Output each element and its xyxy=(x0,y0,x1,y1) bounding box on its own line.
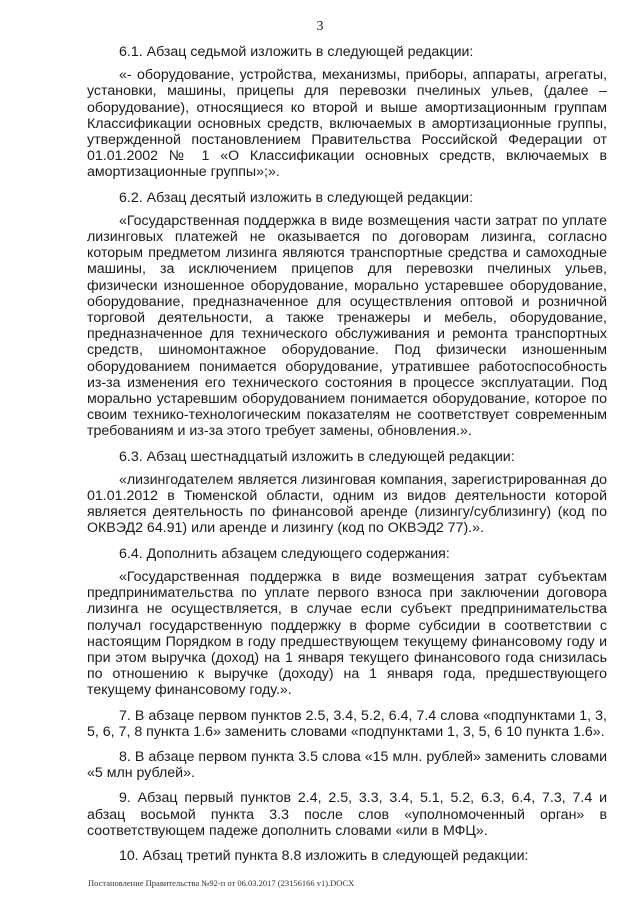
paragraph-6-3-text: «лизингодателем является лизинговая компания, зарегистрированная до 01.01.2012 в Тюменской области, одним из видов деятельности которой является деятельность по финансовой аренде (лизингу/сублизингу) (код по ОКВЭД2 64.91) или аренде и лизингу (код по ОКВЭД2 77).». xyxy=(87,471,607,537)
document-body xyxy=(87,44,607,873)
paragraph-item-7: 7. В абзаце первом пунктов 2.5, 3.4, 5.2, 6.4, 7.4 слова «подпунктами 1, 3, 5, 6, 7, 8 пункта 1.6» заменить словами «подпунктами 1, 3, 5, 6 10 пункта 1.6». xyxy=(87,707,607,740)
paragraph-6-2-text: «Государственная поддержка в виде возмещения части затрат по уплате лизинговых платежей не оказывается по договорам лизинга, согласно которым предметом лизинга являются транспортные средства и самоходные машины, за исключением прицепов для перевозки пчелиных ульев, физически изношенное оборудование, морально устаревшее оборудование, оборудование, предназначенное для осуществления оптовой и розничной торговой деятельности, а также тренажеры и мебель, оборудование, предназначенное для технического обслуживания и ремонта транспортных средств, шиномонтажное оборудование. Под физически изношенным оборудованием понимается оборудование, утратившее работоспособность из-за изменения его технического состояния в процессе эксплуатации. Под морально устаревшим оборудованием понимается оборудование, которое по своим технико-технологическим показателям не соответствует современным требованиям и из-за этого требует замены, обновления.». xyxy=(87,212,607,440)
paragraph-6-4-text: «Государственная поддержка в виде возмещения затрат субъектам предпринимательства по уплате первого взноса при заключении договора лизинга не осуществляется, в случае если субъект предпринимательства получал государственную поддержку в форме субсидии в соответствии с настоящим Порядком в году предшествующем текущему финансовому году и при этом выручка (доход) на 1 января текущего финансового года снизилась по отношению к выручке (доходу) на 1 января года, предшествующего текущему финансовому году.». xyxy=(87,568,607,699)
paragraph-item-8: 8. В абзаце первом пункта 3.5 слова «15 млн. рублей» заменить словами «5 млн рублей». xyxy=(87,748,607,782)
page-number: 3 xyxy=(316,19,324,34)
paragraph-item-10: 10. Абзац третий пункта 8.8 изложить в следующей редакции: xyxy=(119,847,529,864)
paragraph-item-9: 9. Абзац первый пунктов 2.4, 2.5, 3.3, 3.4, 5.1, 5.2, 6.3, 6.4, 7.3, 7.4 и абзац восьмой пункта 3.3 после слов «уполномоченный орган» в соответствующем падеже дополнить словами «или в МФЦ». xyxy=(87,790,607,839)
paragraph-6-2-heading: 6.2. Абзац десятый изложить в следующей редакции: xyxy=(119,189,474,206)
paragraph-6-1-heading: 6.1. Абзац седьмой изложить в следующей редакции: xyxy=(119,44,474,60)
paragraph-6-4-heading: 6.4. Дополнить абзацем следующего содержания: xyxy=(119,545,450,562)
paragraph-6-1-text: «- оборудование, устройства, механизмы, приборы, аппараты, агрегаты, установки, машины, прицепы для перевозки пчелиных ульев, (далее – оборудование), относящиеся ко второй и выше амортизационным группам Классификации основных средств, включаемых в амортизационные группы, утвержденной постановлением Правительства Российской Федерации от 01.01.2002 № 1 «О Классификации основных средств, включаемых в амортизационные группы»;». xyxy=(87,67,607,181)
document-footer: Постановление Правительства №92-п от 06.03.2017 (23156166 v1).DOCX xyxy=(88,878,355,888)
paragraph-6-3-heading: 6.3. Абзац шестнадцатый изложить в следующей редакции: xyxy=(119,448,515,465)
